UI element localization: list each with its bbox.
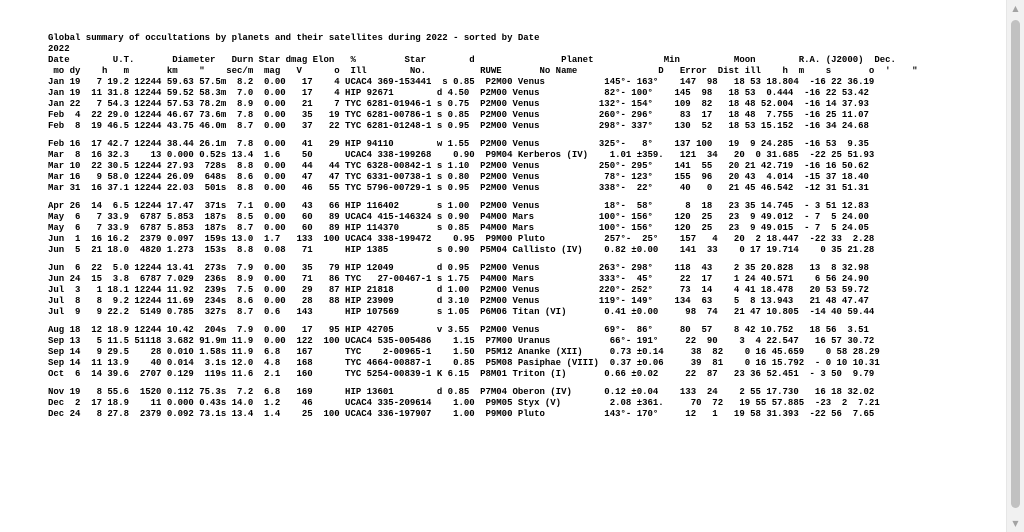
occultation-row: Jul 8 8 9.2 12244 11.69 234s 8.6 0.00 28 88 HIP 23909 d 3.10 P2M00 Venus 119°- 149° 134 63 5 8 13.943 21 48 47.47	[48, 296, 869, 306]
occultation-row: Feb 4 22 29.0 12244 46.67 73.6m 7.8 0.00 35 19 TYC 6281-00786-1 s 0.85 P2M00 Venus 260°- 296° 83 17 18 48 7.755 -16 25 11.07	[48, 110, 869, 120]
group-spacer	[48, 132, 998, 139]
occultation-row: Jun 6 22 5.0 12244 13.41 273s 7.9 0.00 35 79 HIP 12049 d 0.95 P2M00 Venus 263°- 298° 118 43 2 35 20.828 13 8 32.98	[48, 263, 869, 273]
group-spacer	[48, 194, 998, 201]
occultation-row: May 6 7 33.9 6787 5.853 187s 8.5 0.00 60 89 UCAC4 415-146324 s 0.90 P4M00 Mars 100°- 156° 120 25 23 9 49.012 - 7 5 24.00	[48, 212, 869, 222]
occultation-row: Feb 16 17 42.7 12244 38.44 26.1m 7.8 0.00 41 29 HIP 94110 w 1.55 P2M00 Venus 325°- 8° 137 100 19 9 24.285 -16 53 9.35	[48, 139, 869, 149]
table-header-row-2: mo dy h m km " sec/m mag V o Ill No. RUWE No Name D Error Dist ill h m s o ' "	[48, 66, 918, 76]
occultation-row: Sep 14 9 29.5 28 0.010 1.58s 11.9 6.8 167 TYC 2-00965-1 1.50 P5M12 Ananke (XII) 0.73 ±0.14 38 82 0 16 45.659 0 58 28.29	[48, 347, 880, 357]
scroll-down-arrow-icon[interactable]: ▼	[1012, 519, 1019, 528]
occultation-row: Aug 18 12 18.9 12244 10.42 204s 7.9 0.00 17 95 HIP 42705 v 3.55 P2M00 Venus 69°- 86° 80 57 8 42 10.752 18 56 3.51	[48, 325, 869, 335]
occultation-row: Nov 19 8 55.6 1520 0.112 75.3s 7.2 6.8 169 HIP 13601 d 0.85 P7M04 Oberon (IV) 0.12 ±0.04 133 24 2 55 17.730 16 18 32.02	[48, 387, 875, 397]
occultation-row: Jan 19 11 31.8 12244 59.52 58.3m 7.0 0.00 17 4 HIP 92671 d 4.50 P2M00 Venus 82°- 100° 145 98 18 53 0.444 -16 22 53.42	[48, 88, 869, 98]
occultation-row: Sep 14 11 13.9 40 0.014 3.1s 12.0 4.8 168 TYC 4664-00887-1 0.85 P5M08 Pasiphae (VIII) 0.37 ±0.06 39 81 0 16 15.792 - 0 10 10.31	[48, 358, 880, 368]
group-spacer	[48, 256, 998, 263]
occultation-row: Mar 8 16 32.3 13 0.000 0.52s 13.4 1.6 50 UCAC4 338-199268 0.90 P9M04 Kerberos (IV) 1.01 ±359. 121 34 20 0 31.685 -22 25 51.93	[48, 150, 875, 160]
occultation-row: Jun 5 21 18.0 4820 1.273 153s 8.8 0.08 71 HIP 1385 s 0.90 P5M04 Callisto (IV) 0.82 ±0.00 141 33 0 17 19.714 0 35 21.28	[48, 245, 875, 255]
vertical-scrollbar[interactable]	[1006, 0, 1024, 532]
group-spacer	[48, 318, 998, 325]
report-year: 2022	[48, 44, 70, 54]
occultation-row: Sep 13 5 11.5 51118 3.682 91.9m 11.9 0.00 122 100 UCAC4 535-005486 1.15 P7M00 Uranus 66°- 191° 22 90 3 4 22.547 16 57 30.72	[48, 336, 875, 346]
occultation-row: Apr 26 14 6.5 12244 17.47 371s 7.1 0.00 43 66 HIP 116402 s 1.00 P2M00 Venus 18°- 58° 8 18 23 35 14.745 - 3 51 12.83	[48, 201, 869, 211]
occultation-row: Jul 3 1 18.1 12244 11.92 239s 7.5 0.00 29 87 HIP 21818 d 1.00 P2M00 Venus 220°- 252° 73 14 4 41 18.478 20 53 59.72	[48, 285, 869, 295]
occultation-row: Jun 24 15 3.8 6787 7.029 236s 8.9 0.00 71 86 TYC 27-00467-1 s 1.75 P4M00 Mars 333°- 45° 22 17 1 24 40.571 6 56 24.90	[48, 274, 869, 284]
report-title: Global summary of occultations by planets and their satellites during 2022 - sorted by Date	[48, 33, 540, 43]
occultation-row: Mar 10 22 30.5 12244 27.93 728s 8.8 0.00 44 44 TYC 6328-00842-1 s 1.10 P2M00 Venus 250°- 295° 141 55 20 21 42.719 -16 16 50.62	[48, 161, 869, 171]
occultation-row: Oct 6 14 39.6 2707 0.129 119s 11.6 2.1 160 TYC 5254-00839-1 K 6.15 P8M01 Triton (I) 0.66 ±0.02 22 87 23 36 52.451 - 3 50 9.79	[48, 369, 875, 379]
occultation-row: May 6 7 33.9 6787 5.853 187s 8.7 0.00 60 89 HIP 114370 s 0.85 P4M00 Mars 100°- 156° 120 25 23 9 49.015 - 7 5 24.05	[48, 223, 869, 233]
occultation-row: Mar 31 16 37.1 12244 22.03 501s 8.8 0.00 46 55 TYC 5796-00729-1 s 0.95 P2M00 Venus 338°- 22° 40 0 21 45 46.542 -12 31 51.31	[48, 183, 869, 193]
group-spacer	[48, 380, 998, 387]
occultation-summary	[48, 33, 998, 420]
occultation-row: Feb 8 19 46.5 12244 43.75 46.0m 8.7 0.00 37 22 TYC 6281-01248-1 s 0.95 P2M00 Venus 298°- 337° 130 52 18 53 15.152 -16 34 24.68	[48, 121, 869, 131]
occultation-row: Dec 24 8 27.8 2379 0.092 73.1s 13.4 1.4 25 100 UCAC4 336-197907 1.00 P9M00 Pluto 143°- 170° 12 1 19 58 31.393 -22 56 7.65	[48, 409, 875, 419]
table-header-row-1: Date U.T. Diameter Durn Star dmag Elon % Star d Planet Min Moon R.A. (J2000) Dec.	[48, 55, 896, 65]
scroll-up-arrow-icon[interactable]: ▲	[1012, 4, 1019, 13]
occultation-row: Jul 9 9 22.2 5149 0.785 327s 8.7 0.6 143 HIP 107569 s 1.05 P6M06 Titan (VI) 0.41 ±0.00 98 74 21 47 10.805 -14 40 59.44	[48, 307, 875, 317]
table-body	[48, 77, 998, 420]
scrollbar-thumb[interactable]	[1011, 20, 1020, 508]
occultation-row: Dec 2 17 18.9 11 0.000 0.43s 14.0 1.2 46 UCAC4 335-209614 1.00 P9M05 Styx (V) 2.08 ±361. 70 72 19 55 57.885 -23 2 7.21	[48, 398, 880, 408]
occultation-row: Jan 19 7 19.2 12244 59.63 57.5m 8.2 0.00 17 4 UCAC4 369-153441 s 0.85 P2M00 Venus 145°- 163° 147 98 18 53 18.804 -16 22 36.19	[48, 77, 875, 87]
occultation-row: Jun 1 16 16.2 2379 0.097 159s 13.0 1.7 133 100 UCAC4 338-199472 0.95 P9M00 Pluto 257°- 25° 157 4 20 2 18.447 -22 33 2.28	[48, 234, 875, 244]
occultation-row: Jan 22 7 54.3 12244 57.53 78.2m 8.9 0.00 21 7 TYC 6281-01946-1 s 0.75 P2M00 Venus 132°- 154° 109 82 18 48 52.004 -16 14 37.93	[48, 99, 869, 109]
occultation-row: Mar 16 9 58.0 12244 26.09 648s 8.6 0.00 47 47 TYC 6331-00738-1 s 0.80 P2M00 Venus 78°- 123° 155 96 20 43 4.014 -15 37 18.40	[48, 172, 869, 182]
